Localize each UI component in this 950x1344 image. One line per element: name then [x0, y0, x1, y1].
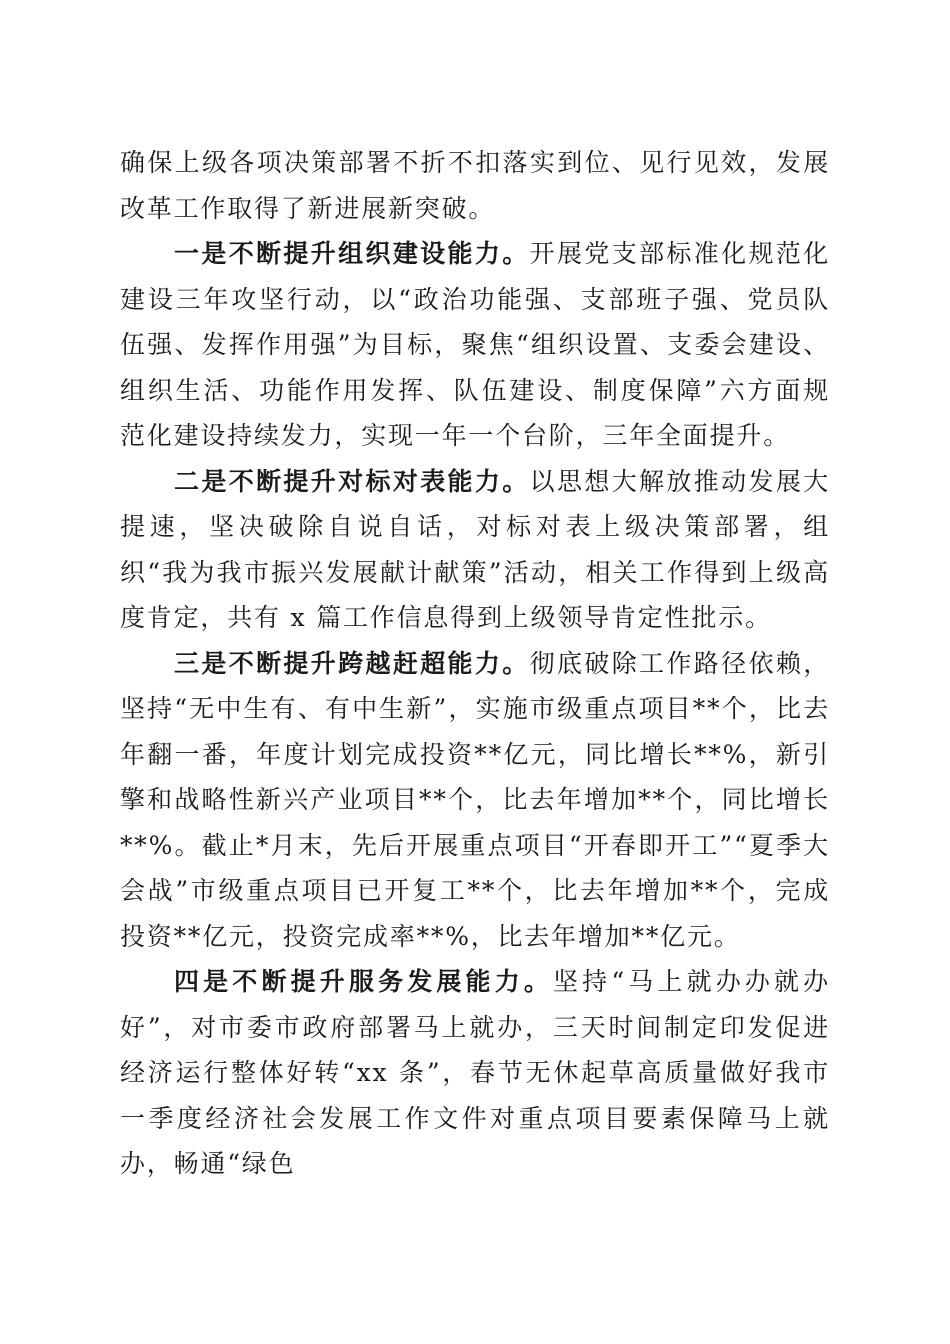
paragraph-benchmarking: [120, 459, 830, 641]
paragraph-lead: 三是不断提升跨越赶超能力。: [174, 648, 530, 678]
paragraph-text: 确保上级各项决策部署不折不扣落实到位、见行见效，发展改革工作取得了新进展新突破。: [120, 148, 830, 223]
paragraph-service: [120, 959, 830, 1187]
paragraph-lead: 二是不断提升对标对表能力。: [174, 466, 530, 496]
paragraph-organization: [120, 231, 830, 459]
paragraph-intro: [120, 140, 830, 231]
paragraph-lead: 一是不断提升组织建设能力。: [174, 239, 530, 268]
paragraph-text: 彻底破除工作路径依赖，坚持“无中生有、有中生新”，实施市级重点项目**个，比去年翻一番，年度计划完成投资**亿元，同比增长**%，新引擎和战略性新兴产业项目**个，比去年增加**个，同比增长**%。截止*月末，先后开展重点项目“开春即开工”“夏季大会战”市级重点项目已开复工**个，比去年增加**个，完成投资**亿元，投资完成率**%，比去年增加**亿元。: [120, 648, 830, 951]
document-body: [120, 140, 830, 1187]
paragraph-leapfrog: [120, 641, 830, 960]
paragraph-lead: 四是不断提升服务发展能力。: [174, 967, 554, 996]
paragraph-text: 坚持“马上就办办就办好”，对市委市政府部署马上就办，三天时间制定印发促进经济运行整体好转“xx 条”，春节无休起草高质量做好我市一季度经济社会发展工作文件对重点项目要素保障马上就办，畅通“绿色: [120, 967, 830, 1178]
paragraph-text: 开展党支部标准化规范化建设三年攻坚行动，以“政治功能强、支部班子强、党员队伍强、发挥作用强”为目标，聚焦“组织设置、支委会建设、组织生活、功能作用发挥、队伍建设、制度保障”六方面规范化建设持续发力，实现一年一个台阶，三年全面提升。: [120, 239, 830, 450]
paragraph-text: 以思想大解放推动发展大提速，坚决破除自说自话，对标对表上级决策部署，组织“我为我市振兴发展献计献策”活动，相关工作得到上级高度肯定，共有 x 篇工作信息得到上级领导肯定性批示。: [120, 466, 830, 632]
